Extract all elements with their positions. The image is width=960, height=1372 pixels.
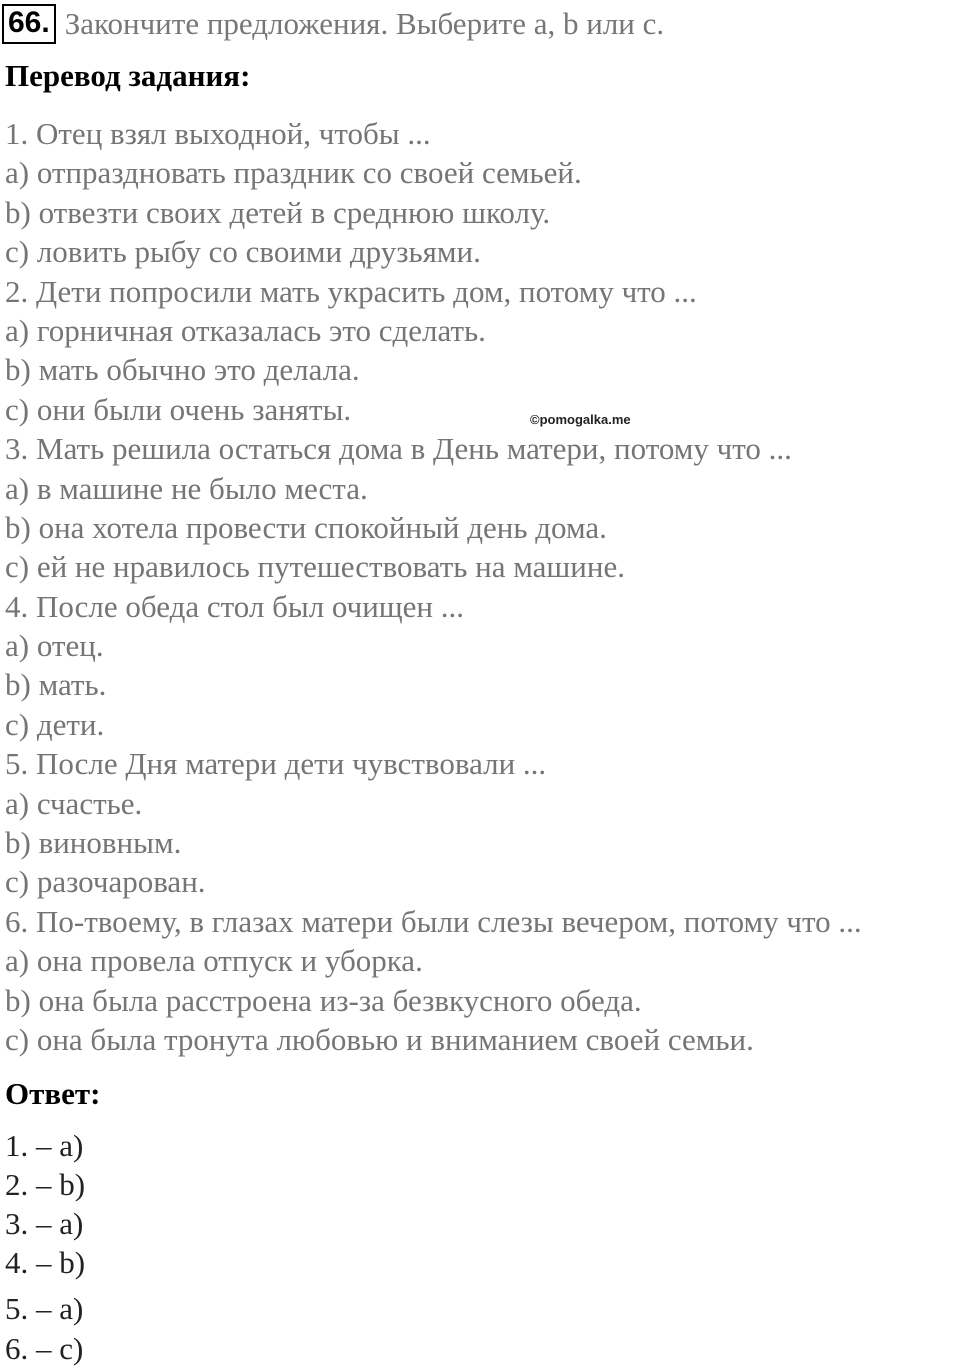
question-line: 2. Дети попросили мать украсить дом, потому что ... xyxy=(5,273,697,309)
option-line: a) в машине не было места. xyxy=(5,470,368,506)
option-line: a) горничная отказалась это сделать. xyxy=(5,312,486,348)
option-line: a) счастье. xyxy=(5,785,143,821)
answer-heading: Ответ: xyxy=(5,1076,101,1111)
question-line: 3. Мать решила остаться дома в День матери, потому что ... xyxy=(5,431,792,467)
option-line: b) она была расстроена из-за безвкусного обеда. xyxy=(5,982,642,1018)
option-line: c) ей не нравилось путешествовать на машине. xyxy=(5,549,625,585)
translation-heading: Перевод задания: xyxy=(5,58,251,93)
translation-lines xyxy=(5,114,960,1059)
question-line: 6. По-твоему, в глазах матери были слезы вечером, потому что ... xyxy=(5,903,862,939)
exercise-number: 66. xyxy=(2,4,56,44)
question-line: 5. После Дня матери дети чувствовали ... xyxy=(5,746,547,782)
exercise-header xyxy=(2,2,664,46)
option-line: b) виновным. xyxy=(5,825,182,861)
answer-item: 4. – b) xyxy=(5,1245,86,1280)
option-line: b) отвезти своих детей в среднюю школу. xyxy=(5,194,551,230)
answer-item: 1. – a) xyxy=(5,1128,84,1163)
option-line: b) мать. xyxy=(5,667,107,703)
answer-item: 5. – a) xyxy=(5,1291,84,1326)
option-line: c) дети. xyxy=(5,706,105,742)
option-line: c) разочарован. xyxy=(5,864,206,900)
answer-item: 2. – b) xyxy=(5,1167,86,1202)
answer-item: 3. – a) xyxy=(5,1206,84,1241)
option-line: c) она была тронута любовью и вниманием своей семьи. xyxy=(5,1021,754,1057)
option-line: a) отец. xyxy=(5,628,104,664)
option-line: a) отпраздновать праздник со своей семьей. xyxy=(5,155,582,191)
option-line: a) она провела отпуск и уборка. xyxy=(5,943,423,979)
option-line: b) она хотела провести спокойный день дома. xyxy=(5,509,607,545)
watermark: ©pomogalka.me xyxy=(530,412,631,427)
exercise-instruction: Закончите предложения. Выберите a, b или c. xyxy=(64,6,665,41)
option-line: c) они были очень заняты. xyxy=(5,391,352,427)
question-line: 1. Отец взял выходной, чтобы ... xyxy=(5,116,431,151)
question-line: 4. После обеда стол был очищен ... xyxy=(5,588,465,624)
option-line: b) мать обычно это делала. xyxy=(5,352,360,388)
option-line: c) ловить рыбу со своими друзьями. xyxy=(5,234,481,270)
answer-item: 6. – c) xyxy=(5,1331,84,1366)
